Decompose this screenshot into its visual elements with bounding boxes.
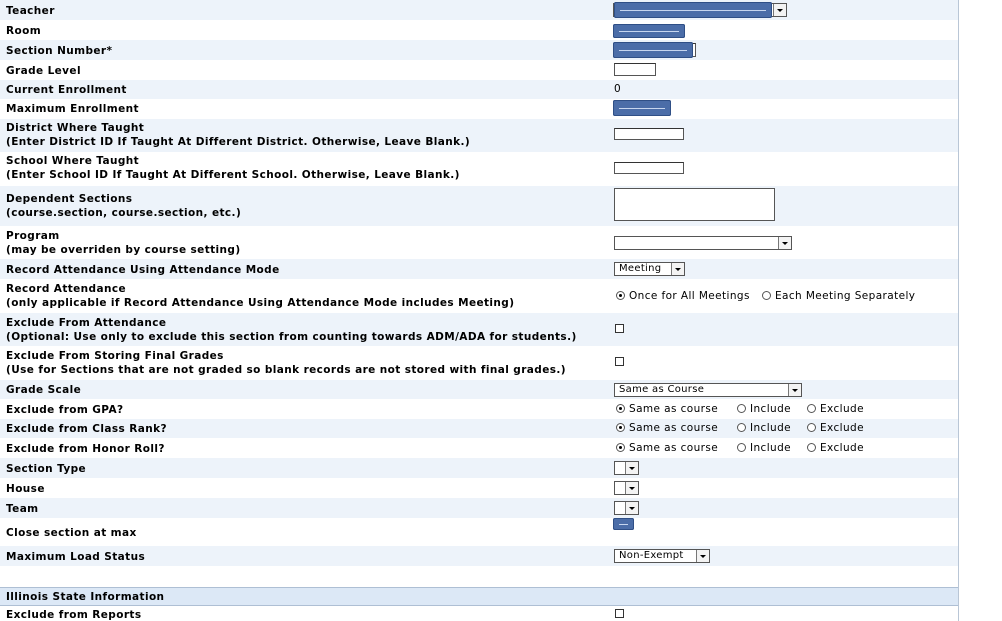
exclude-from-storing-final-grades-checkbox[interactable] [615,357,624,366]
radio-unselected[interactable] [762,291,771,300]
chevron-down-icon [671,263,684,275]
row-room [0,20,958,40]
radio-unselected[interactable] [737,404,746,413]
exclude-from-storing-final-grades-label [6,349,566,377]
house-label: House [6,483,45,495]
row-school-where-taught [0,152,958,186]
exclude-from-storing-final-grades-title: Exclude From Storing Final Grades [6,350,224,362]
exclude-from-honor-roll-option-exclude[interactable]: Exclude [807,442,864,454]
exclude-from-gpa-option-include[interactable]: Include [737,403,791,415]
record-attendance-title: Record Attendance [6,283,126,295]
grade-scale-select[interactable] [614,383,802,397]
exclude-from-class-rank-option-same[interactable]: Same as course [616,422,718,434]
redacted-close-section-at-max-value[interactable] [613,518,634,530]
school-where-taught-input[interactable] [614,162,684,174]
exclude-from-class-rank-option-exclude[interactable]: Exclude [807,422,864,434]
row-close-section-at-max [0,518,958,546]
maximum-load-status-selected-value: Non-Exempt [619,550,684,561]
school-where-taught-label [6,154,460,182]
row-exclude-from-gpa [0,399,958,419]
row-dependent-sections [0,186,958,226]
section-type-select[interactable] [614,461,639,475]
radio-selected[interactable] [616,423,625,432]
dependent-sections-title: Dependent Sections [6,193,133,205]
record-attendance-hint: (only applicable if Record Attendance Using Attendance Mode includes Meeting) [6,297,515,309]
redacted-teacher-value [614,2,772,18]
radio-unselected[interactable] [807,443,816,452]
exclude-from-reports-label: Exclude from Reports [6,609,142,621]
school-where-taught-title: School Where Taught [6,155,140,167]
radio-unselected[interactable] [807,423,816,432]
room-label: Room [6,25,42,37]
section-number-label: Section Number* [6,45,113,57]
exclude-from-storing-final-grades-hint: (Use for Sections that are not graded so blank records are not stored with final grades.) [6,364,566,376]
chevron-down-icon [778,237,791,249]
program-label [6,229,241,257]
radio-selected[interactable] [616,404,625,413]
radio-selected[interactable] [616,291,625,300]
district-where-taught-title: District Where Taught [6,122,145,134]
chevron-down-icon [625,462,638,474]
grade-scale-selected-value: Same as Course [619,384,705,395]
record-attendance-mode-selected-value: Meeting [619,263,662,274]
district-where-taught-label [6,121,470,149]
row-house [0,478,958,498]
redacted-section-number-value [613,42,693,58]
row-record-attendance [0,279,958,313]
dependent-sections-textarea[interactable] [614,188,775,221]
row-grade-level [0,60,958,80]
illinois-section-header [0,587,958,606]
chevron-down-icon [625,502,638,514]
redacted-maximum-enrollment-value[interactable] [613,100,671,116]
grade-level-label: Grade Level [6,65,81,77]
chevron-down-icon [788,384,801,396]
row-exclude-from-attendance [0,313,958,346]
row-maximum-enrollment [0,99,958,119]
team-label: Team [6,503,39,515]
exclude-from-gpa-label: Exclude from GPA? [6,404,124,416]
program-select[interactable] [614,236,792,250]
section-type-label: Section Type [6,463,87,475]
record-attendance-mode-label: Record Attendance Using Attendance Mode [6,264,280,276]
exclude-from-honor-roll-label: Exclude from Honor Roll? [6,443,165,455]
program-hint: (may be overriden by course setting) [6,244,241,256]
row-section-type [0,458,958,478]
row-district-where-taught [0,119,958,152]
row-teacher [0,0,958,20]
chevron-down-icon [773,4,786,16]
row-program [0,226,958,259]
dependent-sections-hint: (course.section, course.section, etc.) [6,207,242,219]
current-enrollment-value: 0 [614,83,621,95]
dependent-sections-label [6,192,241,220]
team-select[interactable] [614,501,639,515]
exclude-from-attendance-hint: (Optional: Use only to exclude this section from counting towards ADM/ADA for students.) [6,331,577,343]
row-exclude-from-reports [0,606,958,621]
row-exclude-from-storing-final-grades [0,346,958,380]
program-title: Program [6,230,60,242]
radio-unselected[interactable] [807,404,816,413]
row-exclude-from-class-rank [0,419,958,438]
exclude-from-honor-roll-option-same[interactable]: Same as course [616,442,718,454]
exclude-from-attendance-checkbox[interactable] [615,324,624,333]
illinois-section-title: Illinois State Information [6,591,165,603]
record-attendance-option-each[interactable]: Each Meeting Separately [762,290,915,302]
radio-selected[interactable] [616,443,625,452]
row-exclude-from-honor-roll [0,438,958,458]
district-where-taught-input[interactable] [614,128,684,140]
maximum-load-status-label: Maximum Load Status [6,551,146,563]
exclude-from-honor-roll-option-include[interactable]: Include [737,442,791,454]
row-grade-scale [0,380,958,399]
school-where-taught-hint: (Enter School ID If Taught At Different School. Otherwise, Leave Blank.) [6,169,460,181]
spacer-row [0,566,958,587]
exclude-from-class-rank-option-include[interactable]: Include [737,422,791,434]
record-attendance-label [6,282,514,310]
district-where-taught-hint: (Enter District ID If Taught At Different District. Otherwise, Leave Blank.) [6,136,471,148]
chevron-down-icon [696,550,709,562]
chevron-down-icon [625,482,638,494]
row-team [0,498,958,518]
row-section-number [0,40,958,60]
exclude-from-reports-checkbox[interactable] [615,609,624,618]
exclude-from-attendance-title: Exclude From Attendance [6,317,167,329]
exclude-from-gpa-option-same[interactable]: Same as course [616,403,718,415]
exclude-from-attendance-label [6,316,577,344]
redacted-room-value[interactable] [613,24,685,38]
maximum-load-status-select[interactable] [614,549,710,563]
current-enrollment-label: Current Enrollment [6,84,127,96]
maximum-enrollment-label: Maximum Enrollment [6,103,139,115]
radio-unselected[interactable] [737,443,746,452]
row-record-attendance-mode [0,259,958,279]
exclude-from-class-rank-label: Exclude from Class Rank? [6,423,167,435]
grade-scale-label: Grade Scale [6,384,82,396]
grade-level-input[interactable] [614,63,656,76]
row-current-enrollment [0,80,958,99]
record-attendance-option-once[interactable]: Once for All Meetings [616,290,750,302]
exclude-from-gpa-option-exclude[interactable]: Exclude [807,403,864,415]
radio-unselected[interactable] [737,423,746,432]
row-maximum-load-status [0,546,958,566]
close-section-at-max-label: Close section at max [6,527,137,539]
record-attendance-mode-select[interactable] [614,262,685,276]
house-select[interactable] [614,481,639,495]
teacher-label: Teacher [6,5,55,17]
